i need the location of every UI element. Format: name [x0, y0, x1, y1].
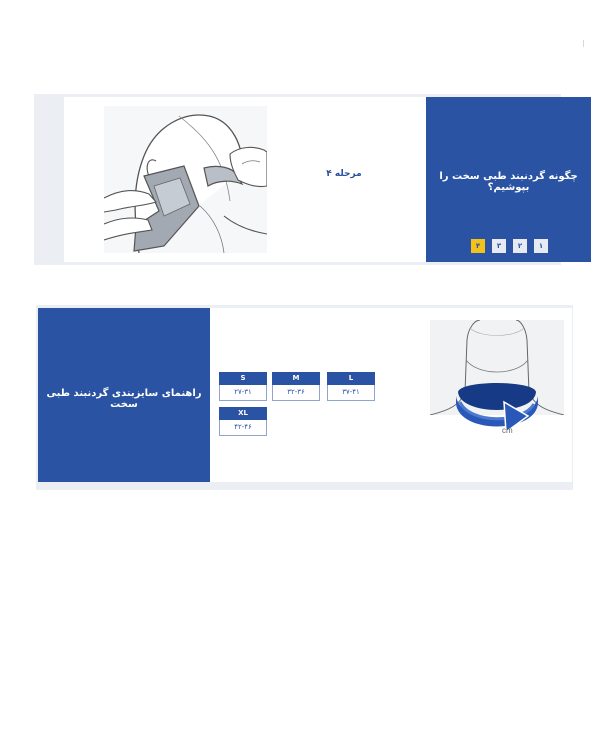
step-2-button[interactable]: ۲ [513, 239, 527, 253]
step-1-button[interactable]: ۱ [534, 239, 548, 253]
size-name: XL [219, 407, 267, 420]
size-range: ۳۷-۴۱ [327, 385, 375, 401]
size-name: L [327, 372, 375, 385]
how-to-wear-content [64, 97, 578, 262]
size-guide-title: راهنمای سایزبندی گردنبند طبی سخت [46, 388, 202, 410]
step-3-button[interactable]: ۳ [492, 239, 506, 253]
step-title: مرحله ۴ [326, 169, 362, 179]
how-to-wear-title: چگونه گردنبند طبی سخت را بپوشیم؟ [439, 171, 578, 193]
size-guide-panel [38, 308, 210, 482]
step-4-button[interactable]: ۴ [471, 239, 485, 253]
size-cell-m [272, 372, 320, 401]
unit-label: cm [502, 426, 513, 435]
size-range: ۳۲-۳۶ [272, 385, 320, 401]
size-guide-card [36, 305, 573, 490]
size-name: S [219, 372, 267, 385]
size-cell-l [327, 372, 375, 401]
applying-collar-illustration [104, 106, 267, 253]
size-guide-content [210, 308, 572, 482]
how-to-wear-card [34, 94, 578, 265]
size-name: M [272, 372, 320, 385]
divider-mark [583, 40, 584, 47]
size-cell-s [219, 372, 267, 401]
size-range: ۴۲-۴۶ [219, 420, 267, 436]
neck-measure-illustration [430, 320, 564, 472]
size-range: ۲۷-۳۱ [219, 385, 267, 401]
size-cell-xl [219, 407, 267, 436]
how-to-wear-panel [426, 97, 591, 262]
